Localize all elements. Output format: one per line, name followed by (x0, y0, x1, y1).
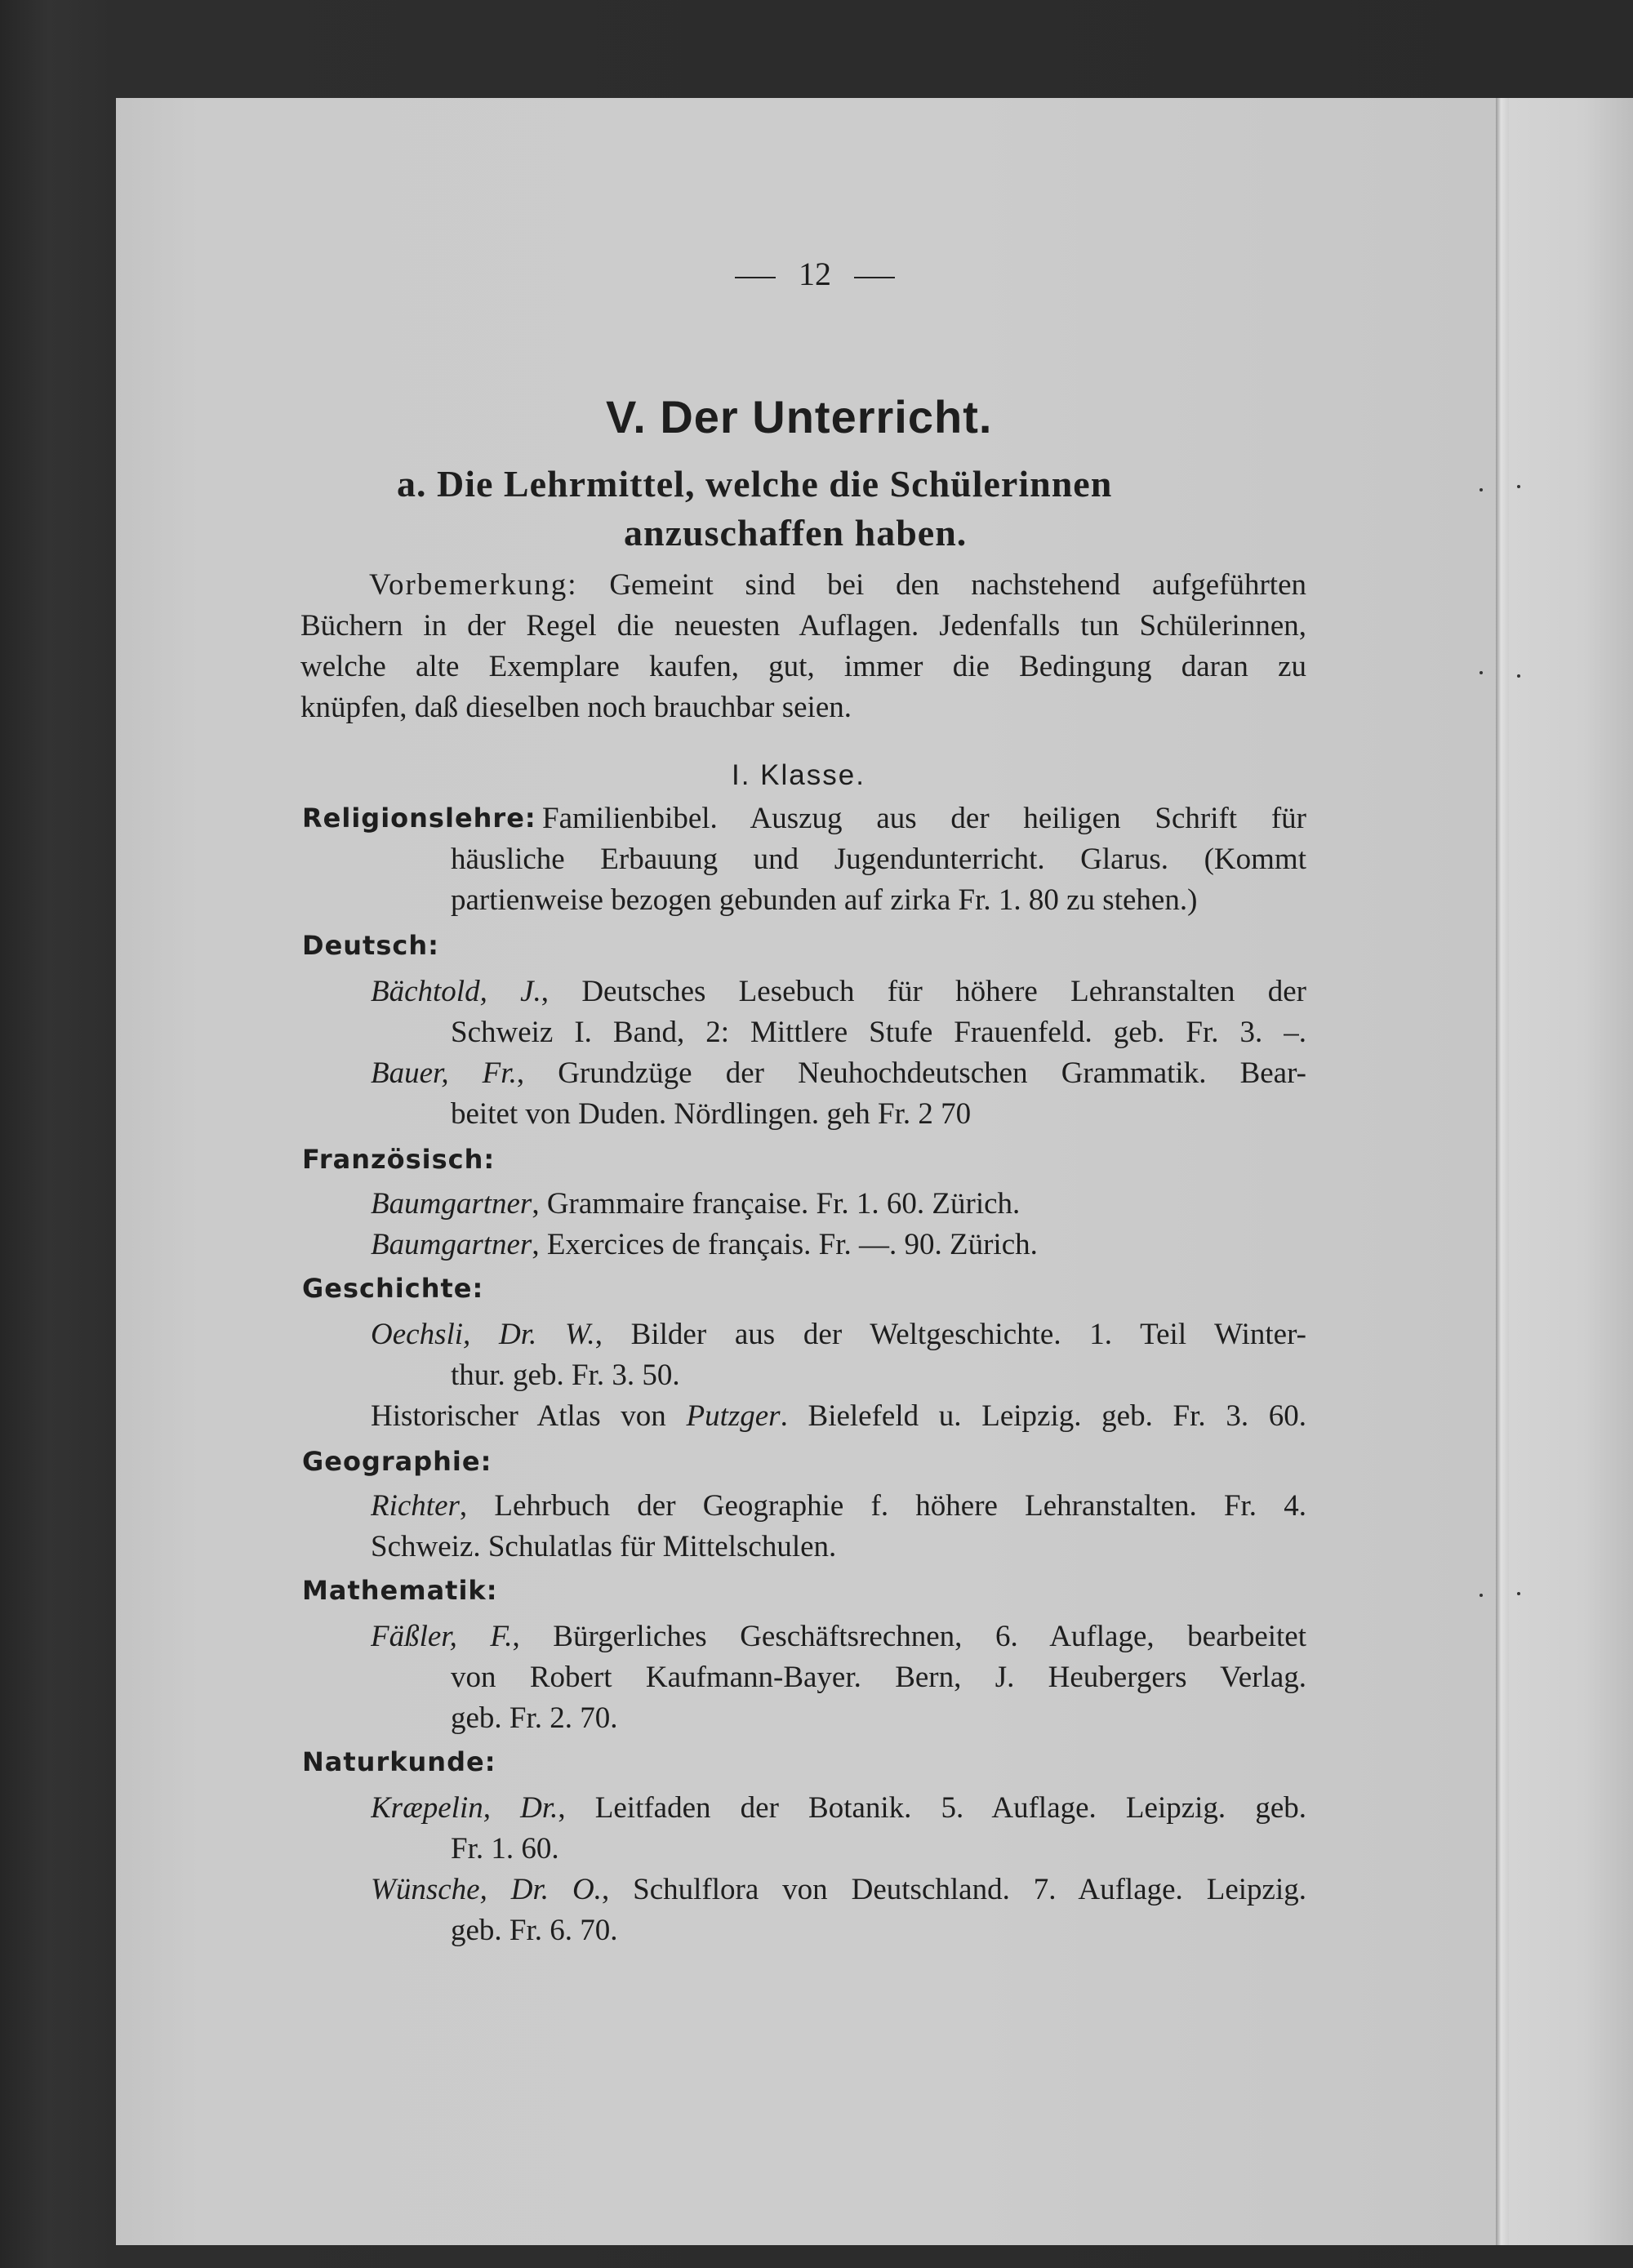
religion-line-3: partienweise bezogen gebunden auf zirka Fr. 1. 80 zu stehen.) (451, 883, 1198, 917)
scan-speck (1479, 671, 1483, 674)
deutsch-entry-2-author: Bauer, Fr. (371, 1058, 517, 1090)
deutsch-entry-2-line-1 (371, 1058, 1306, 1092)
section-title-line1: a. Die Lehrmittel, welche die Schülerinnen (397, 463, 1113, 505)
franzoesisch-entry-1 (371, 1189, 1020, 1219)
religion-line-1: Familienbibel. Auszug aus der heiligen Schrift für (542, 803, 1306, 835)
deutsch-entry-1-text: , Deutsches Lesebuch für höhere Lehranstalten der (541, 976, 1306, 1008)
subject-deutsch: Deutsch: (302, 930, 439, 961)
prelim-line1-text: Gemeint sind bei den nachstehend aufgeführten (609, 570, 1306, 602)
adjacent-page-edge (1509, 98, 1633, 2245)
subject-mathematik: Mathematik: (302, 1575, 498, 1606)
geschichte-entry-1-text: , Bilder aus der Weltgeschichte. 1. Teil Winter- (594, 1319, 1306, 1351)
franzoesisch-entry-1-text: , Grammaire française. Fr. 1. 60. Zürich. (532, 1187, 1021, 1221)
scan-speck (1517, 674, 1520, 678)
book-gutter (1496, 98, 1509, 2245)
prelim-line-4: knüpfen, daß dieselben noch brauchbar seien. (300, 691, 852, 724)
page-number (709, 255, 921, 293)
subject-franzoesisch: Französisch: (302, 1144, 496, 1175)
naturkunde-entry-2-author: Wünsche, Dr. O. (371, 1874, 602, 1906)
geschichte-entry-1-line-2: thur. geb. Fr. 3. 50. (451, 1359, 680, 1392)
scan-speck (1479, 488, 1483, 491)
subject-naturkunde: Naturkunde: (302, 1746, 496, 1777)
naturkunde-entry-1-author: Kræpelin, Dr. (371, 1793, 558, 1825)
mathematik-entry-1-line-3: geb. Fr. 2. 70. (451, 1701, 618, 1735)
naturkunde-entry-2-line-1 (371, 1874, 1306, 1909)
chapter-title: V. Der Unterricht. (606, 391, 993, 442)
franzoesisch-entry-2-text: , Exercices de français. Fr. —. 90. Zürich. (532, 1228, 1038, 1261)
geographie-entry-1-author: Richter (371, 1491, 460, 1523)
geographie-entry-1 (371, 1491, 1306, 1525)
geschichte-entry-1-line-1 (371, 1319, 1306, 1354)
prelim-line-1 (369, 570, 1306, 604)
class-heading: I. Klasse. (732, 759, 865, 791)
deutsch-entry-2-text: , Grundzüge der Neuhochdeutschen Grammatik. Bear- (516, 1058, 1306, 1090)
scan-speck (1517, 485, 1520, 488)
franzoesisch-entry-2 (371, 1230, 1038, 1260)
mathematik-entry-1-text: , Bürgerliches Geschäftsrechnen, 6. Auflage, bearbeitet (512, 1621, 1306, 1653)
geschichte-entry-2-text: . Bielefeld u. Leipzig. geb. Fr. 3. 60. (780, 1401, 1306, 1433)
section-title-line2: anzuschaffen haben. (624, 512, 968, 554)
deutsch-entry-1-author: Bächtold, J. (371, 976, 541, 1008)
deutsch-entry-1-line-2: Schweiz I. Band, 2: Mittlere Stufe Frauenfeld. geb. Fr. 3. –. (451, 1017, 1306, 1049)
geschichte-entry-1-author: Oechsli, Dr. W. (371, 1319, 595, 1351)
prelim-line-3: welche alte Exemplare kaufen, gut, immer die Bedingung daran zu (300, 651, 1306, 683)
naturkunde-entry-1-text: , Leitfaden der Botanik. 5. Auflage. Leipzig. geb. (558, 1793, 1306, 1825)
page-number-dash-left (735, 277, 776, 278)
religion-line-2: häusliche Erbauung und Jugendunterricht. Glarus. (Kommt (451, 844, 1306, 876)
geschichte-entry-2-prefix: Historischer Atlas von (371, 1401, 666, 1433)
deutsch-entry-1-line-1 (371, 976, 1306, 1011)
mathematik-entry-1-line-1 (371, 1621, 1306, 1656)
subject-religion: Religionslehre: (302, 803, 536, 834)
subject-geschichte: Geschichte: (302, 1273, 484, 1304)
geschichte-entry-2-author: Putzger (686, 1401, 781, 1433)
naturkunde-entry-2-text: , Schulflora von Deutschland. 7. Auflage. Leipzig. (601, 1874, 1306, 1906)
naturkunde-entry-1-line-2: Fr. 1. 60. (451, 1832, 559, 1866)
geographie-entry-1-text: , Lehrbuch der Geographie f. höhere Lehranstalten. Fr. 4. (459, 1491, 1306, 1523)
page-number-value: 12 (799, 256, 831, 292)
franzoesisch-entry-2-author: Baumgartner (371, 1228, 532, 1261)
page-number-dash-right (854, 277, 895, 278)
prelim-line-2: Büchern in der Regel die neuesten Auflagen. Jedenfalls tun Schülerinnen, (300, 611, 1306, 643)
subject-geographie: Geographie: (302, 1446, 492, 1477)
prelim-label: Vorbemerkung: (369, 570, 578, 602)
franzoesisch-entry-1-author: Baumgartner (371, 1187, 532, 1221)
naturkunde-entry-1-line-1 (371, 1793, 1306, 1827)
naturkunde-entry-2-line-2: geb. Fr. 6. 70. (451, 1914, 618, 1947)
scan-speck (1479, 1594, 1483, 1597)
deutsch-entry-2-line-2: beitet von Duden. Nördlingen. geh Fr. 2 70 (451, 1097, 972, 1131)
mathematik-entry-1-line-2: von Robert Kaufmann-Bayer. Bern, J. Heubergers Verlag. (451, 1662, 1306, 1694)
mathematik-entry-1-author: Fäßler, F. (371, 1621, 513, 1653)
scan-speck (1517, 1592, 1520, 1595)
geschichte-entry-2 (371, 1401, 1306, 1435)
geographie-entry-2: Schweiz. Schulatlas für Mittelschulen. (371, 1530, 837, 1563)
